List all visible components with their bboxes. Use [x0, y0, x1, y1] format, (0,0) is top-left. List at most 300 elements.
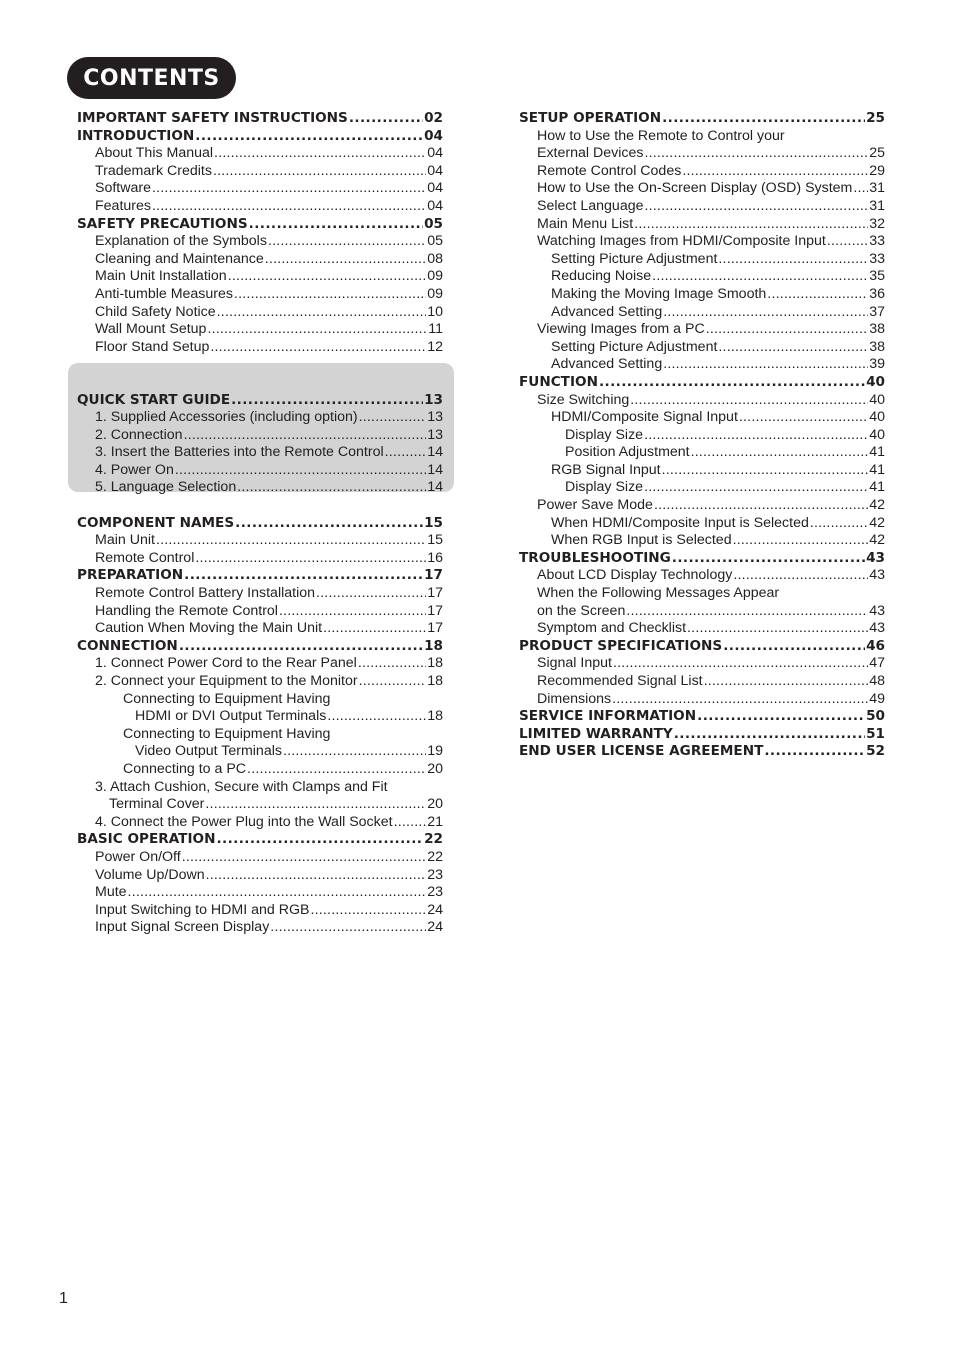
toc-entry-label: Power On/Off: [95, 848, 181, 865]
toc-entry-page-number: 04: [424, 127, 443, 144]
dot-leader: [718, 251, 868, 269]
dot-leader: [214, 145, 426, 163]
toc-entry-label: Symptom and Checklist: [537, 620, 687, 637]
dot-leader: [234, 286, 426, 304]
toc-entry-page-number: 18: [427, 673, 443, 689]
dot-leader: [152, 198, 426, 216]
toc-entry[interactable]: [519, 479, 885, 497]
dot-leader: [270, 919, 426, 937]
dot-leader: [612, 691, 868, 709]
toc-entry-page-number: 31: [869, 197, 885, 214]
toc-entry-page-number: 16: [427, 549, 443, 566]
toc-entry-label: LIMITED WARRANTY: [519, 725, 673, 742]
dot-leader: [687, 620, 868, 638]
toc-entry-page-number: 09: [427, 268, 443, 285]
toc-entry-label: Connecting to Equipment Having: [123, 725, 331, 742]
dot-leader: [231, 392, 423, 410]
dot-leader: [175, 462, 426, 480]
toc-entry-page-number: 15: [427, 532, 443, 549]
toc-entry[interactable]: [77, 304, 443, 322]
toc-entry-label: Child Safety Notice: [95, 303, 216, 320]
dot-leader: [268, 233, 426, 251]
toc-entry[interactable]: [77, 145, 443, 163]
toc-entry[interactable]: [77, 919, 443, 937]
toc-section-entry[interactable]: [519, 638, 885, 656]
toc-entry-label: Main Menu List: [537, 215, 634, 232]
toc-group-right: [519, 110, 885, 761]
toc-entry[interactable]: [519, 180, 885, 198]
toc-entry-label: Anti-tumble Measures: [95, 285, 233, 302]
dot-leader: [672, 550, 865, 568]
dot-leader: [228, 268, 427, 286]
toc-entry-page-number: 13: [427, 409, 443, 426]
toc-entry-label: 3. Attach Cushion, Secure with Clamps and Fit: [95, 778, 388, 795]
dot-leader: [265, 251, 426, 269]
toc-entry-label: Video Output Terminals: [135, 743, 282, 760]
toc-entry[interactable]: [519, 567, 885, 585]
toc-section-entry[interactable]: [77, 638, 443, 656]
toc-entry-label: Watching Images from HDMI/Composite Input: [537, 233, 826, 250]
toc-entry[interactable]: [519, 427, 885, 445]
toc-entry[interactable]: [519, 145, 885, 163]
toc-entry[interactable]: [77, 180, 443, 198]
dot-leader: [663, 304, 868, 322]
toc-entry[interactable]: [77, 655, 443, 673]
toc-entry-page-number: 09: [427, 285, 443, 302]
dot-leader: [249, 216, 423, 234]
group-spacer: [77, 374, 443, 392]
page-number: 1: [59, 1290, 68, 1307]
dot-leader: [682, 163, 868, 181]
toc-entry-label: Select Language: [537, 197, 644, 214]
toc-entry[interactable]: [77, 268, 443, 286]
toc-entry-page-number: 33: [869, 250, 885, 267]
dot-leader: [662, 110, 865, 128]
toc-entry-page-number: 17: [427, 585, 443, 602]
toc-right-column: [519, 110, 885, 761]
dot-leader: [210, 339, 426, 357]
toc-entry[interactable]: [77, 286, 443, 304]
toc-section-entry[interactable]: [77, 831, 443, 849]
dot-leader: [184, 567, 423, 585]
toc-entry-label: How to Use the Remote to Control your: [537, 127, 785, 144]
toc-section-entry[interactable]: [77, 110, 443, 128]
page-title: CONTENTS: [67, 57, 236, 99]
toc-entry-label: Remote Control Codes: [537, 162, 682, 179]
toc-entry-label: Recommended Signal List: [537, 673, 703, 689]
dot-leader: [358, 655, 426, 673]
toc-entry-label: Caution When Moving the Main Unit: [95, 620, 323, 637]
toc-entry[interactable]: [77, 743, 443, 761]
dot-leader: [663, 356, 868, 374]
toc-entry-page-number: 14: [427, 479, 443, 496]
dot-leader: [217, 304, 427, 322]
toc-section-entry[interactable]: [519, 374, 885, 392]
dot-leader: [599, 374, 865, 392]
group-spacer: [77, 497, 443, 515]
toc-entry-page-number: 12: [427, 338, 443, 355]
toc-entry-label: How to Use the On-Screen Display (OSD) System: [537, 180, 853, 197]
toc-entry-page-number: 51: [866, 725, 885, 742]
toc-entry-page-number: 46: [866, 637, 885, 654]
toc-entry-page-number: 29: [869, 162, 885, 179]
dot-leader: [394, 814, 427, 832]
dot-leader: [316, 585, 426, 603]
toc-entry[interactable]: [519, 286, 885, 304]
toc-entry-page-number: 23: [427, 866, 443, 883]
toc-entry-label: FUNCTION: [519, 373, 598, 390]
dot-leader: [207, 321, 427, 339]
toc-entry-page-number: 48: [869, 673, 885, 689]
toc-entry[interactable]: [77, 585, 443, 603]
toc-entry[interactable]: [519, 655, 885, 673]
toc-entry-label: SAFETY PRECAUTIONS: [77, 215, 248, 232]
toc-entry[interactable]: [77, 884, 443, 902]
toc-entry-label: END USER LICENSE AGREEMENT: [519, 743, 764, 760]
dot-leader: [644, 479, 868, 497]
dot-leader: [195, 550, 426, 568]
toc-entry-label: BASIC OPERATION: [77, 831, 216, 848]
toc-entry-label: 1. Connect Power Cord to the Rear Panel: [95, 655, 357, 672]
toc-entry[interactable]: [519, 444, 885, 462]
toc-entry-label: TROUBLESHOOTING: [519, 549, 671, 566]
toc-section-entry[interactable]: [77, 515, 443, 533]
dot-leader: [237, 479, 426, 497]
toc-entry-label: on the Screen: [537, 602, 626, 619]
toc-entry-label: RGB Signal Input: [551, 461, 661, 478]
toc-entry-page-number: 49: [869, 690, 885, 707]
toc-entry-page-number: 47: [869, 655, 885, 672]
toc-entry-page-number: 13: [424, 391, 443, 408]
toc-entry-page-number: 17: [427, 602, 443, 619]
toc-entry-label: Features: [95, 197, 151, 214]
toc-entry[interactable]: [77, 867, 443, 885]
toc-entry[interactable]: [519, 620, 885, 638]
dot-leader: [206, 867, 427, 885]
dot-leader: [349, 110, 423, 128]
toc-entry[interactable]: [519, 321, 885, 339]
dot-leader: [674, 726, 865, 744]
toc-entry-label: Terminal Cover: [109, 796, 205, 813]
toc-entry-label: When the Following Messages Appear: [537, 585, 780, 602]
toc-entry[interactable]: [519, 251, 885, 269]
toc-entry-label: External Devices: [537, 145, 644, 162]
toc-entry-page-number: 14: [427, 461, 443, 478]
toc-entry-label: Mute: [95, 884, 127, 901]
toc-entry[interactable]: [77, 339, 443, 357]
toc-entry-page-number: 04: [427, 197, 443, 214]
dot-leader: [662, 462, 869, 480]
toc-entry-page-number: 38: [869, 321, 885, 338]
dot-leader: [385, 444, 427, 462]
toc-entry[interactable]: [519, 392, 885, 410]
toc-entry[interactable]: [77, 673, 443, 691]
toc-entry-page-number: 24: [427, 901, 443, 918]
toc-entry-label: Setting Picture Adjustment: [551, 338, 718, 355]
toc-entry[interactable]: [519, 462, 885, 480]
toc-section-entry[interactable]: [519, 550, 885, 568]
toc-entry[interactable]: [519, 515, 885, 533]
toc-entry[interactable]: [77, 198, 443, 216]
toc-entry[interactable]: [519, 409, 885, 427]
toc-entry[interactable]: [77, 321, 443, 339]
dot-leader: [359, 673, 427, 691]
dot-leader: [152, 180, 426, 198]
toc-entry-page-number: 33: [869, 233, 885, 250]
toc-entry-page-number: 40: [869, 409, 885, 426]
toc-group-3: [77, 515, 443, 937]
toc-entry-label: Input Signal Screen Display: [95, 919, 270, 936]
toc-entry[interactable]: [77, 251, 443, 269]
toc-entry[interactable]: [77, 479, 443, 497]
toc-entry-label: Signal Input: [537, 655, 612, 672]
toc-entry-label: PREPARATION: [77, 567, 184, 584]
dot-leader: [645, 198, 869, 216]
toc-entry[interactable]: [519, 603, 885, 621]
toc-entry-page-number: 43: [869, 602, 885, 619]
toc-entry-page-number: 40: [866, 373, 885, 390]
toc-entry-label: Cleaning and Maintenance: [95, 250, 264, 267]
dot-leader: [205, 796, 426, 814]
toc-entry-page-number: 43: [869, 620, 885, 637]
toc-entry-page-number: 04: [427, 180, 443, 197]
dot-leader: [853, 180, 868, 198]
toc-entry-page-number: 05: [424, 215, 443, 232]
toc-entry-label: Remote Control: [95, 549, 195, 566]
toc-entry-label: Position Adjustment: [565, 444, 690, 461]
toc-entry[interactable]: [77, 163, 443, 181]
toc-entry-label: SETUP OPERATION: [519, 110, 662, 126]
toc-entry[interactable]: [77, 620, 443, 638]
toc-entry[interactable]: [519, 128, 885, 146]
dot-leader: [706, 321, 869, 339]
toc-entry-page-number: 21: [427, 813, 443, 830]
toc-entry-page-number: 02: [424, 110, 443, 126]
toc-entry-label: Advanced Setting: [551, 303, 663, 320]
toc-entry-page-number: 14: [427, 444, 443, 461]
toc-entry[interactable]: [77, 409, 443, 427]
toc-section-entry[interactable]: [77, 128, 443, 146]
toc-entry[interactable]: [519, 356, 885, 374]
dot-leader: [128, 884, 427, 902]
toc-entry-page-number: 22: [424, 831, 443, 848]
dot-leader: [310, 902, 426, 920]
dot-leader: [247, 761, 426, 779]
toc-entry-label: Connecting to Equipment Having: [123, 690, 331, 707]
toc-entry[interactable]: [519, 585, 885, 603]
toc-entry[interactable]: [519, 497, 885, 515]
dot-leader: [704, 673, 869, 691]
toc-entry-label: Handling the Remote Control: [95, 602, 278, 619]
toc-entry-page-number: 15: [424, 514, 443, 531]
toc-entry[interactable]: [77, 233, 443, 251]
dot-leader: [739, 409, 868, 427]
toc-entry[interactable]: [519, 673, 885, 691]
toc-entry-label: HDMI/Composite Signal Input: [551, 409, 738, 426]
dot-leader: [697, 708, 865, 726]
toc-section-entry[interactable]: [77, 392, 443, 410]
toc-entry-page-number: 42: [869, 497, 885, 514]
toc-entry-label: When HDMI/Composite Input is Selected: [551, 514, 809, 531]
toc-entry-page-number: 10: [427, 303, 443, 320]
toc-entry-label: Wall Mount Setup: [95, 321, 207, 338]
toc-entry[interactable]: [77, 796, 443, 814]
toc-entry-label: 1. Supplied Accessories (including option): [95, 409, 358, 426]
toc-entry-label: Software: [95, 180, 151, 197]
toc-entry-page-number: 50: [866, 708, 885, 725]
toc-entry-page-number: 42: [869, 532, 885, 549]
toc-group-quick-start: [77, 392, 443, 498]
toc-entry[interactable]: [77, 427, 443, 445]
toc-entry-label: IMPORTANT SAFETY INSTRUCTIONS: [77, 110, 348, 126]
toc-entry-label: Connecting to a PC: [123, 760, 247, 777]
toc-entry-page-number: 17: [427, 620, 443, 637]
toc-entry[interactable]: [519, 198, 885, 216]
toc-entry-label: 3. Insert the Batteries into the Remote Control: [95, 444, 384, 461]
toc-entry[interactable]: [77, 849, 443, 867]
toc-entry-page-number: 25: [869, 145, 885, 162]
toc-entry-page-number: 52: [866, 743, 885, 760]
toc-entry-label: About This Manual: [95, 145, 214, 162]
dot-leader: [630, 392, 868, 410]
dot-leader: [652, 268, 868, 286]
toc-entry[interactable]: [77, 761, 443, 779]
toc-entry-page-number: 13: [427, 426, 443, 443]
dot-leader: [810, 515, 868, 533]
dot-leader: [767, 286, 868, 304]
toc-entry-label: CONNECTION: [77, 637, 178, 654]
toc-entry-label: Viewing Images from a PC: [537, 321, 705, 338]
toc-entry[interactable]: [519, 339, 885, 357]
toc-entry[interactable]: [77, 814, 443, 832]
dot-leader: [733, 532, 869, 550]
dot-leader: [613, 655, 868, 673]
toc-entry[interactable]: [519, 532, 885, 550]
toc-entry-page-number: 20: [427, 796, 443, 813]
toc-entry-page-number: 42: [869, 514, 885, 531]
toc-entry-label: PRODUCT SPECIFICATIONS: [519, 637, 723, 654]
toc-entry-label: 4. Connect the Power Plug into the Wall Socket: [95, 813, 393, 830]
toc-entry-label: About LCD Display Technology: [537, 567, 733, 584]
toc-entry-label: Display Size: [565, 426, 644, 443]
group-spacer: [77, 356, 443, 374]
toc-entry[interactable]: [519, 691, 885, 709]
toc-entry-page-number: 08: [427, 250, 443, 267]
toc-group-1: [77, 110, 443, 356]
toc-section-entry[interactable]: [519, 743, 885, 761]
toc-entry[interactable]: [77, 779, 443, 797]
dot-leader: [644, 427, 868, 445]
toc-entry-page-number: 32: [869, 215, 885, 232]
toc-entry[interactable]: [519, 216, 885, 234]
toc-left-column: [77, 110, 443, 937]
dot-leader: [279, 603, 426, 621]
dot-leader: [184, 427, 427, 445]
toc-entry-label: Input Switching to HDMI and RGB: [95, 901, 310, 918]
toc-entry-label: Setting Picture Adjustment: [551, 250, 718, 267]
toc-entry-page-number: 36: [869, 285, 885, 302]
toc-section-entry[interactable]: [77, 567, 443, 585]
toc-entry-label: Volume Up/Down: [95, 866, 205, 883]
toc-entry-page-number: 24: [427, 919, 443, 936]
toc-entry[interactable]: [77, 708, 443, 726]
dot-leader: [644, 145, 868, 163]
dot-leader: [195, 128, 423, 146]
toc-entry[interactable]: [519, 233, 885, 251]
toc-entry-label: When RGB Input is Selected: [551, 532, 732, 549]
dot-leader: [283, 743, 426, 761]
toc-entry-page-number: 18: [427, 655, 443, 672]
toc-entry-label: Main Unit: [95, 532, 155, 549]
toc-entry[interactable]: [77, 462, 443, 480]
toc-entry-page-number: 18: [424, 637, 443, 654]
toc-section-entry[interactable]: [519, 708, 885, 726]
dot-leader: [626, 603, 868, 621]
toc-entry-page-number: 39: [869, 356, 885, 373]
toc-entry-label: Dimensions: [537, 690, 612, 707]
toc-entry-page-number: 41: [869, 461, 885, 478]
toc-entry[interactable]: [519, 163, 885, 181]
dot-leader: [182, 849, 427, 867]
dot-leader: [327, 708, 426, 726]
toc-entry-label: QUICK START GUIDE: [77, 391, 231, 408]
toc-entry-label: HDMI or DVI Output Terminals: [135, 708, 327, 725]
toc-entry[interactable]: [519, 268, 885, 286]
dot-leader: [691, 444, 869, 462]
toc-entry[interactable]: [519, 304, 885, 322]
toc-entry-label: Trademark Credits: [95, 162, 212, 179]
toc-entry-label: Reducing Noise: [551, 268, 652, 285]
toc-entry-label: Remote Control Battery Installation: [95, 585, 316, 602]
toc-entry[interactable]: [77, 691, 443, 709]
toc-entry[interactable]: [77, 726, 443, 744]
toc-entry-label: SERVICE INFORMATION: [519, 708, 697, 725]
toc-entry[interactable]: [77, 444, 443, 462]
toc-entry-label: COMPONENT NAMES: [77, 514, 235, 531]
toc-entry-label: Floor Stand Setup: [95, 338, 210, 355]
toc-entry-label: 5. Language Selection: [95, 479, 237, 496]
toc-entry-page-number: 18: [427, 708, 443, 725]
dot-leader: [723, 638, 865, 656]
toc-entry-page-number: 05: [427, 233, 443, 250]
toc-entry-page-number: 25: [866, 110, 885, 126]
toc-entry-page-number: 40: [869, 426, 885, 443]
toc-entry[interactable]: [77, 532, 443, 550]
toc-entry-page-number: 37: [869, 303, 885, 320]
toc-entry-page-number: 41: [869, 479, 885, 496]
dot-leader: [213, 163, 426, 181]
toc-entry-label: 4. Power On: [95, 461, 174, 478]
toc-entry[interactable]: [77, 902, 443, 920]
toc-entry[interactable]: [77, 603, 443, 621]
toc-entry-page-number: 20: [427, 760, 443, 777]
toc-section-entry[interactable]: [519, 726, 885, 744]
toc-entry-label: Power Save Mode: [537, 497, 653, 514]
toc-section-entry[interactable]: [519, 110, 885, 128]
toc-entry[interactable]: [77, 550, 443, 568]
toc-entry-page-number: 04: [427, 145, 443, 162]
dot-leader: [235, 515, 423, 533]
toc-entry-label: Making the Moving Image Smooth: [551, 285, 767, 302]
toc-entry-page-number: 43: [866, 549, 885, 566]
toc-section-entry[interactable]: [77, 216, 443, 234]
dot-leader: [156, 532, 426, 550]
toc-entry-label: 2. Connect your Equipment to the Monitor: [95, 673, 358, 689]
dot-leader: [827, 233, 868, 251]
dot-leader: [323, 620, 426, 638]
dot-leader: [733, 567, 868, 585]
dot-leader: [654, 497, 868, 515]
